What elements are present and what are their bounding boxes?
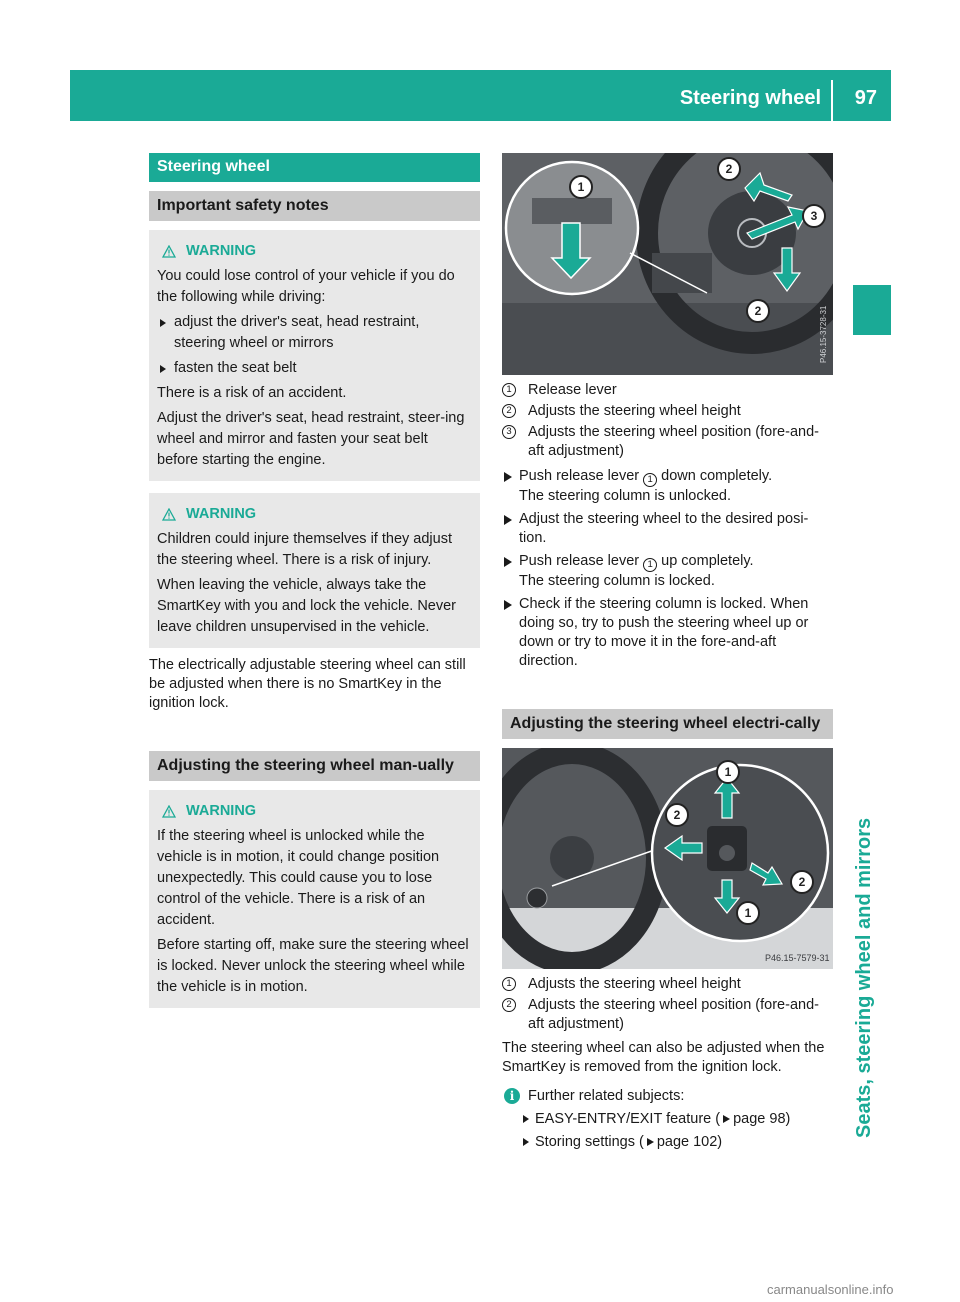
steering-manual-photo [502,153,833,375]
header-title: Steering wheel [679,87,821,109]
cross-reference[interactable] [502,1133,833,1152]
warning-text: If the steering wheel is unlocked while the vehicle is in motion, it could change position unexpectedly. This could cause you to lose control of the vehicle. There is a risk of an accident. [157,828,440,928]
page-reference-icon [647,1138,654,1146]
reference-text: Storing settings ( [535,1134,644,1150]
warning-label: WARNING [186,242,257,259]
warning-triangle-icon [162,245,176,258]
page-header [70,70,891,121]
warning-risk: There is a risk of an accident. [157,385,347,401]
instruction-steps [502,467,833,671]
warning-text: When leaving the vehicle, always take the SmartKey with you and lock the vehicle. Never leave children unsupervised in the vehicle. [157,577,456,635]
callout-number: 2 [725,162,733,176]
header-divider [831,80,833,121]
step-text: Check if the steering column is locked. When doing so, try to push the steering wheel up or down or try to move it in the fore-and-aft direction. [519,596,809,669]
legend-electric [502,975,833,1034]
reference-page-link[interactable]: page 102 [656,1134,718,1150]
warning-bullet: fasten the seat belt [157,358,472,379]
callout-number: 3 [810,209,818,223]
legend-number: 1 [502,383,516,397]
step-text: Push release lever [519,553,644,569]
callout-number: 1 [744,906,752,920]
warning-advice: Adjust the driver's seat, head restraint, steer-ing wheel and mirror and fasten your seat belt before starting the engine. [157,410,465,468]
legend-number: 3 [502,425,516,439]
cross-reference[interactable] [502,1110,833,1129]
legend-number: 2 [502,998,516,1012]
chapter-tab [853,285,891,335]
step-result: The steering column is unlocked. [519,488,731,504]
legend-number: 2 [502,404,516,418]
page-reference-icon [723,1115,730,1123]
figure-code: P46.15-7579-31 [765,953,830,963]
electric-adjust-title: Adjusting the steering wheel electri-cally [502,709,833,739]
info-note [502,1087,833,1106]
figure-code: P46.15-3728-31 [819,305,828,363]
callout-number: 1 [724,765,732,779]
chapter-title: Seats, steering wheel and mirrors [853,817,875,1138]
manual-adjust-title: Adjusting the steering wheel man-ually [149,751,480,781]
callout-number: 2 [754,304,762,318]
smartkey-note: The steering wheel can also be adjusted when the SmartKey is removed from the ignition lock. [502,1040,825,1075]
legend-text: Adjusts the steering wheel position (fore-and-aft adjustment) [528,997,819,1032]
warning-box-driving [149,230,480,481]
warning-intro: You could lose control of your vehicle if you do the following while driving: [157,268,455,305]
warning-triangle-icon [162,508,176,521]
warning-box-motion [149,790,480,1008]
legend-text: Adjusts the steering wheel height [528,976,741,992]
section-title: Steering wheel [149,153,480,182]
legend-item [502,975,833,994]
legend-text: Adjusts the steering wheel height [528,403,741,419]
warning-triangle-icon [162,805,176,818]
legend-text: Release lever [528,382,617,398]
warning-heading [157,503,472,525]
reference-close: ) [717,1134,723,1150]
warning-text: Children could injure themselves if they adjust the steering wheel. There is a risk of injury. [157,531,452,568]
legend-item [502,381,833,400]
callout-number: 2 [673,808,681,822]
inline-callout: 1 [643,473,657,487]
step-text: Adjust the steering wheel to the desired posi-tion. [519,511,809,546]
legend-item [502,402,833,421]
legend-item [502,996,833,1034]
step-result: The steering column is locked. [519,573,715,589]
instruction-step [502,467,833,506]
legend-item [502,423,833,461]
reference-text: EASY-ENTRY/EXIT feature ( [535,1111,721,1127]
warning-bullet: adjust the driver's seat, head restraint, steering wheel or mirrors [157,312,472,354]
info-icon: i [504,1088,520,1104]
page-number: 97 [854,87,877,109]
inline-callout: 1 [643,558,657,572]
step-text: down completely. [657,468,773,484]
legend-number: 1 [502,977,516,991]
warning-box-children [149,493,480,648]
reference-page-link[interactable]: page 98 [733,1111,786,1127]
reference-close: ) [785,1111,791,1127]
instruction-step [502,552,833,591]
step-text: up completely. [657,553,754,569]
warning-heading [157,800,472,822]
steering-electric-photo [502,748,833,969]
electric-note: The electrically adjustable steering wheel can still be adjusted when there is no SmartKey in the ignition lock. [149,657,466,711]
info-label: Further related subjects: [528,1088,685,1104]
legend-text: Adjusts the steering wheel position (fore-and-aft adjustment) [528,424,819,459]
warning-label: WARNING [186,505,257,522]
warning-heading [157,240,472,262]
warning-text: Before starting off, make sure the steering wheel is locked. Never unlock the steering wheel while the vehicle is in motion. [157,937,469,995]
right-column [502,153,833,1152]
warning-label: WARNING [186,802,257,819]
site-watermark: carmanualsonline.info [767,1282,894,1297]
instruction-step [502,595,833,671]
safety-notes-title: Important safety notes [149,191,480,221]
callout-number: 2 [798,875,806,889]
instruction-step [502,510,833,548]
legend-manual [502,381,833,461]
chapter-side-label [850,740,894,1140]
callout-number: 1 [577,180,585,194]
left-column [149,153,480,1008]
step-text: Push release lever [519,468,644,484]
